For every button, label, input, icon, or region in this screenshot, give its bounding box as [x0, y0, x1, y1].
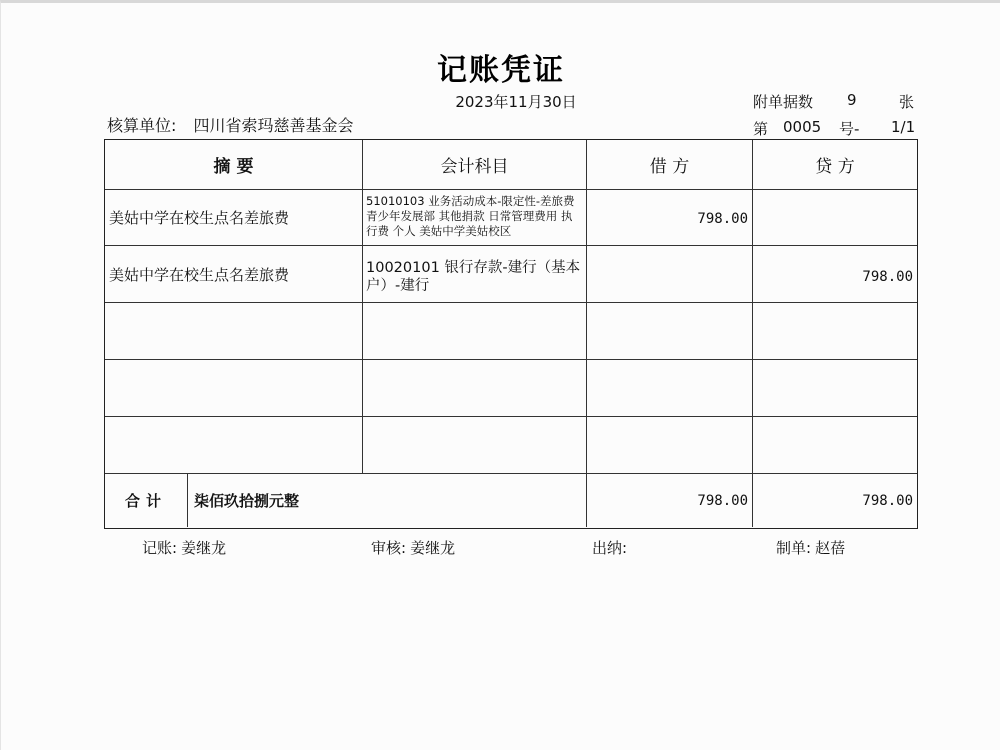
- voucher-title: 记账凭证: [437, 53, 565, 88]
- voucher-number-value: 0005: [783, 118, 822, 136]
- voucher-page: 1/1: [891, 118, 916, 136]
- header-debit: 借 方: [587, 140, 753, 190]
- organization: [107, 113, 354, 136]
- row3-debit: [587, 303, 753, 360]
- bookkeeper-name: 姜继龙: [181, 539, 227, 557]
- row1-summary: 美姑中学在校生点名差旅费: [105, 190, 363, 246]
- row2-credit: 798.00: [753, 246, 917, 303]
- row4-debit: [587, 360, 753, 417]
- bookkeeper-signature: [142, 537, 226, 558]
- preparer-name: 赵蓓: [815, 539, 846, 557]
- row4-credit: [753, 360, 917, 417]
- row3-credit: [753, 303, 917, 360]
- row4-summary: [105, 360, 363, 417]
- cashier-signature: [592, 537, 631, 558]
- row5-account: [363, 417, 587, 474]
- reviewer-name: 姜继龙: [410, 539, 456, 557]
- header-account: 会计科目: [363, 140, 587, 190]
- header-summary: 摘 要: [105, 140, 363, 190]
- preparer-signature: [776, 537, 845, 558]
- voucher-date: 2023年11月30日: [455, 93, 577, 111]
- total-amount-in-words: 柒佰玖拾捌元整: [188, 474, 587, 527]
- cashier-label: 出纳:: [592, 539, 628, 557]
- row3-summary: [105, 303, 363, 360]
- bookkeeper-label: 记账:: [142, 539, 178, 557]
- row5-debit: [587, 417, 753, 474]
- row2-account: 10020101 银行存款-建行（基本户）-建行: [363, 246, 587, 303]
- row4-account: [363, 360, 587, 417]
- attachments-label: 附单据数: [753, 93, 814, 111]
- signature-row: [1, 537, 1000, 559]
- organization-name: 四川省索玛慈善基金会: [193, 116, 354, 135]
- row5-summary: [105, 417, 363, 474]
- attachments-info: [753, 91, 918, 111]
- attachments-unit: 张: [899, 93, 915, 111]
- row1-debit: 798.00: [587, 190, 753, 246]
- header-credit: 贷 方: [753, 140, 917, 190]
- row2-summary: 美姑中学在校生点名差旅费: [105, 246, 363, 303]
- total-credit: 798.00: [862, 492, 913, 509]
- voucher-table: [104, 139, 918, 529]
- organization-label: 核算单位:: [107, 116, 177, 135]
- voucher-number: [753, 118, 918, 138]
- total-label: 合计: [105, 474, 188, 527]
- reviewer-label: 审核:: [371, 539, 407, 557]
- voucher-number-prefix: 第: [753, 120, 769, 138]
- row1-account: 51010103 业务活动成本-限定性-差旅费 青少年发展部 其他捐款 日常管理费用 执行费 个人 美姑中学美姑校区: [363, 190, 587, 246]
- row1-credit: [753, 190, 917, 246]
- row5-credit: [753, 417, 917, 474]
- preparer-label: 制单:: [776, 539, 812, 557]
- reviewer-signature: [371, 537, 455, 558]
- row2-debit: [587, 246, 753, 303]
- total-debit: 798.00: [587, 474, 753, 527]
- attachments-count: 9: [847, 91, 857, 109]
- row3-account: [363, 303, 587, 360]
- voucher-number-suffix: 号-: [839, 120, 860, 138]
